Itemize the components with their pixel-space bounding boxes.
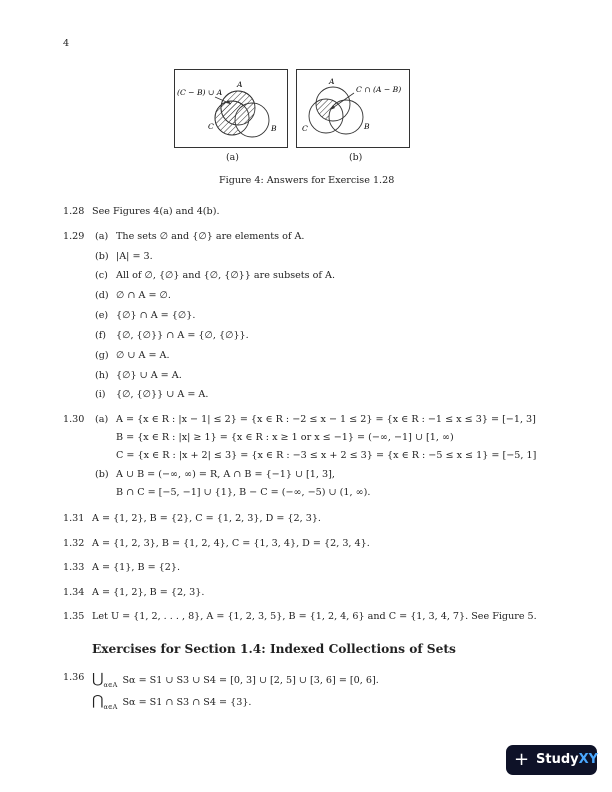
item-tag: (a) xyxy=(95,414,109,425)
item-tag: (d) xyxy=(95,290,109,301)
item-tag: (h) xyxy=(95,370,109,381)
venn-b-a-label: A xyxy=(329,77,335,86)
set-operation-line: B ∩ C = [−5, −1] ∪ {1}, B − C = (−∞, −5) ∪ (1, ∞). xyxy=(116,487,371,498)
intersection-result: Sα = S1 ∩ S3 ∩ S4 = {3}. xyxy=(122,697,252,708)
exercise-text: Let U = {1, 2, . . . , 8}, A = {1, 2, 3, 5}, B = {1, 2, 4, 6} and C = {1, 3, 4, 7}. See Figure 5. xyxy=(92,611,537,622)
item-tag: (c) xyxy=(95,270,108,281)
exercise-number: 1.36 xyxy=(63,672,85,683)
union-expression xyxy=(92,668,379,689)
set-definition-line: B = {x ∈ R : |x| ≥ 1} = {x ∈ R : x ≥ 1 or x ≤ −1} = (−∞, −1] ∪ [1, ∞) xyxy=(116,432,454,443)
venn-diagram-a xyxy=(174,69,289,149)
exercise-text: A = {1}, B = {2}. xyxy=(92,562,181,573)
venn-a-b-label: B xyxy=(271,124,277,133)
item-text: ∅ ∩ A = ∅. xyxy=(116,290,171,301)
studyxy-logo-text: StudyXY xyxy=(536,752,599,767)
section-heading: Exercises for Section 1.4: Indexed Collections of Sets xyxy=(92,642,456,656)
item-text: {∅} ∪ A = A. xyxy=(116,370,182,381)
exercise-number: 1.28 xyxy=(63,206,85,217)
set-operation-line: A ∪ B = (−∞, ∞) = R, A ∩ B = {−1} ∪ [1, 3], xyxy=(116,469,335,480)
subfigure-b-label: (b) xyxy=(349,152,363,163)
exercise-text: A = {1, 2}, B = {2}, C = {1, 2, 3}, D = {2, 3}. xyxy=(92,513,321,524)
figure-caption: Figure 4: Answers for Exercise 1.28 xyxy=(219,175,395,186)
venn-diagram-b xyxy=(296,69,411,149)
venn-b-label: C ∩ (A − B) xyxy=(356,85,402,94)
item-tag: (f) xyxy=(95,330,107,341)
plus-icon: + xyxy=(514,749,530,770)
index-subscript: α∈A xyxy=(103,681,118,690)
item-tag: (g) xyxy=(95,350,109,361)
subfigure-a-label: (a) xyxy=(226,152,239,163)
item-text: All of ∅, {∅} and {∅, {∅}} are subsets of A. xyxy=(116,270,335,281)
exercise-text: See Figures 4(a) and 4(b). xyxy=(92,206,220,217)
exercise-number: 1.30 xyxy=(63,414,85,425)
studyxy-badge[interactable] xyxy=(506,745,597,775)
item-text: ∅ ∪ A = A. xyxy=(116,350,170,361)
exercise-number: 1.33 xyxy=(63,562,85,573)
item-text: The sets ∅ and {∅} are elements of A. xyxy=(116,231,305,242)
big-intersection-symbol: ⋂ xyxy=(92,693,104,709)
union-result: Sα = S1 ∪ S3 ∪ S4 = [0, 3] ∪ [2, 5] ∪ [3, 6] = [0, 6]. xyxy=(122,675,379,686)
exercise-text: A = {1, 2}, B = {2, 3}. xyxy=(92,587,205,598)
item-text: |A| = 3. xyxy=(116,251,153,262)
venn-a-label: (C − B) ∪ A xyxy=(177,88,223,97)
item-tag: (b) xyxy=(95,469,109,480)
set-definition-line: A = {x ∈ R : |x − 1| ≤ 2} = {x ∈ R : −2 ≤ x − 1 ≤ 2} = {x ∈ R : −1 ≤ x ≤ 3} = [−1, 3] xyxy=(116,414,536,425)
item-tag: (i) xyxy=(95,389,106,400)
set-definition-line: C = {x ∈ R : |x + 2| ≤ 3} = {x ∈ R : −3 ≤ x + 2 ≤ 3} = {x ∈ R : −5 ≤ x ≤ 1} = [−5, 1] xyxy=(116,450,537,461)
item-tag: (a) xyxy=(95,231,109,242)
exercise-number: 1.31 xyxy=(63,513,85,524)
venn-b-c-label: C xyxy=(302,124,308,133)
exercise-number: 1.29 xyxy=(63,231,85,242)
intersection-expression xyxy=(92,690,251,711)
venn-b-b-label: B xyxy=(364,122,370,131)
page-number: 4 xyxy=(63,38,70,49)
venn-a-a-label: A xyxy=(237,80,243,89)
item-text: {∅, {∅}} ∩ A = {∅, {∅}}. xyxy=(116,330,249,341)
item-tag: (e) xyxy=(95,310,109,321)
exercise-number: 1.35 xyxy=(63,611,85,622)
item-text: {∅, {∅}} ∪ A = A. xyxy=(116,389,209,400)
item-text: {∅} ∩ A = {∅}. xyxy=(116,310,196,321)
item-tag: (b) xyxy=(95,251,109,262)
exercise-text: A = {1, 2, 3}, B = {1, 2, 4}, C = {1, 3, 4}, D = {2, 3, 4}. xyxy=(92,538,370,549)
exercise-number: 1.32 xyxy=(63,538,85,549)
venn-a-c-label: C xyxy=(208,122,214,131)
big-union-symbol: ⋃ xyxy=(92,671,104,687)
exercise-number: 1.34 xyxy=(63,587,85,598)
index-subscript: α∈A xyxy=(103,703,118,712)
